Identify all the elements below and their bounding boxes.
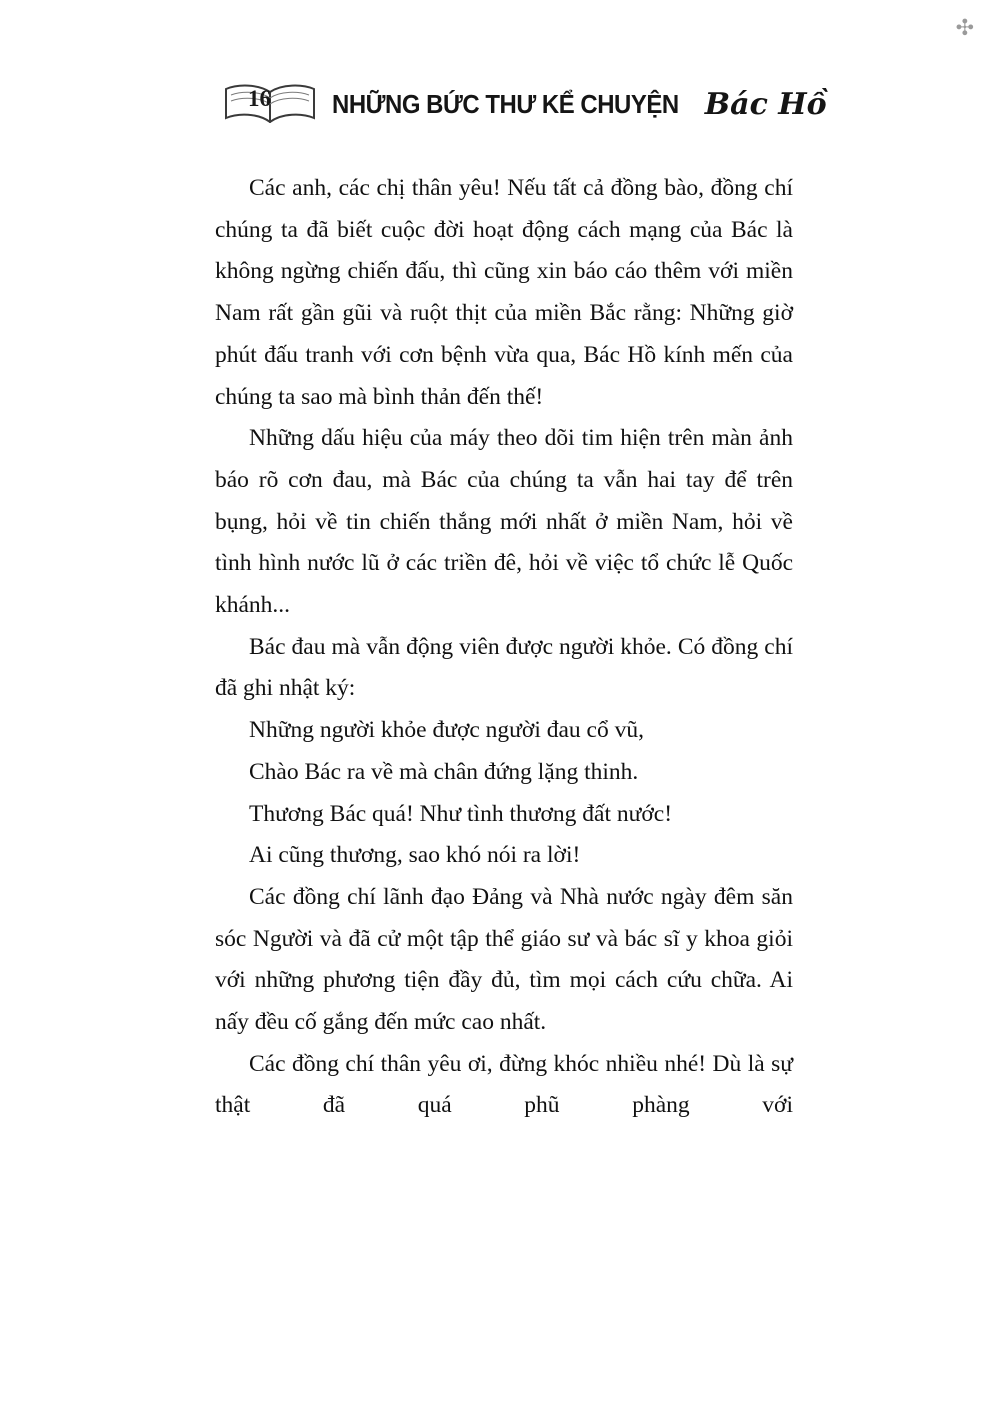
paragraph: Các đồng chí thân yêu ơi, đừng khóc nhiều nhé! Dù là sự thật đã quá phũ phàng với — [215, 1050, 793, 1119]
paragraph: Bác đau mà vẫn động viên được người khỏe. Có đồng chí đã ghi nhật ký: — [215, 633, 793, 702]
verse-line: Thương Bác quá! Như tình thương đất nước! — [249, 800, 673, 827]
book-title-script: Bác Hồ — [704, 86, 827, 122]
book-title: NHỮNG BỨC THƯ KỂ CHUYỆN — [332, 88, 679, 119]
page-header — [222, 78, 827, 130]
page-number: 16 — [248, 86, 271, 111]
page-content — [215, 168, 793, 1127]
paragraph: Các đồng chí lãnh đạo Đảng và Nhà nước ngày đêm săn sóc Người và đã cử một tập thể giáo sư và bác sĩ y khoa giỏi với những phương tiện đầy đủ, tìm mọi cách cứu chữa. Ai nấy đều cố gắng đến mức cao nhất. — [215, 883, 793, 1036]
verse-line: Những người khỏe được người đau cổ vũ, — [249, 717, 644, 744]
open-book-icon — [222, 80, 318, 128]
corner-flower-icon: ✣ — [955, 16, 974, 41]
paragraph: Các anh, các chị thân yêu! Nếu tất cả đồng bào, đồng chí chúng ta đã biết cuộc đời hoạt động cách mạng của Bác là không ngừng chiến đấu, thì cũng xin báo cáo thêm với miền Nam rất gần gũi và ruột thịt của miền Bắc rằng: Những giờ phút đấu tranh với cơn bệnh vừa qua, Bác Hồ kính mến của chúng ta sao mà bình thản đến thế! — [215, 175, 793, 410]
verse-line: Chào Bác ra về mà chân đứng lặng thinh. — [249, 758, 639, 785]
paragraph: Những dấu hiệu của máy theo dõi tim hiện trên màn ảnh báo rõ cơn đau, mà Bác của chúng ta vẫn hai tay để trên bụng, hỏi về tin chiến thắng mới nhất ở miền Nam, hỏi về tình hình nước lũ ở các triền đê, hỏi về việc tổ chức lễ Quốc khánh... — [215, 425, 793, 619]
verse-line: Ai cũng thương, sao khó nói ra lời! — [249, 842, 581, 869]
